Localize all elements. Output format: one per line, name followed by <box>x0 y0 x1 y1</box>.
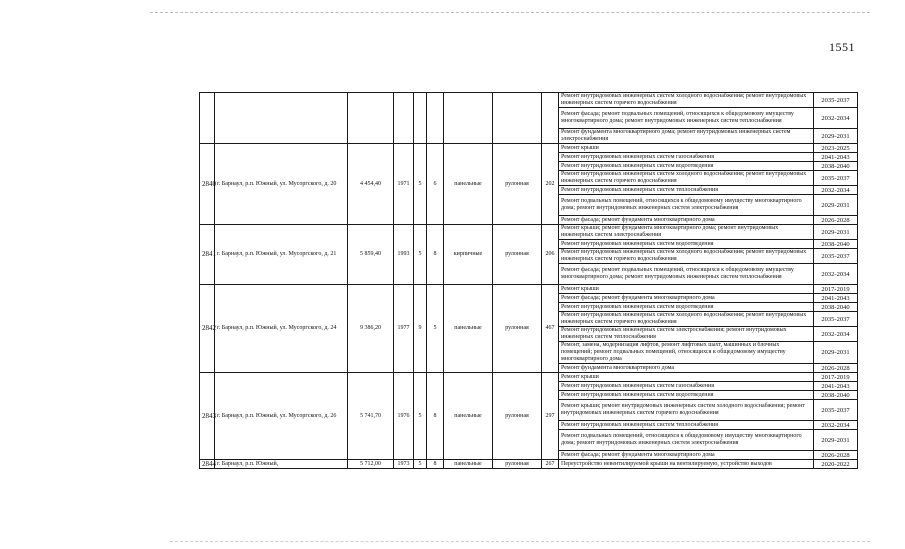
work-period: 2041-2043 <box>814 294 858 303</box>
continued-floors <box>414 93 427 144</box>
work-period: 2020-2022 <box>814 460 858 469</box>
building-address: г. Барнаул, р.п. Южный, ул. Мусоргского, д. 21 <box>215 225 348 285</box>
continued-area <box>348 93 394 144</box>
entrance-count: 8 <box>427 460 444 469</box>
work-description: Ремонт внутридомовых инженерных систем холодного водоснабжения; ремонт внутридомовых инженерных систем горячего водоснабжения <box>559 249 814 264</box>
work-description: Ремонт внутридомовых инженерных систем теплоснабжения <box>559 186 814 195</box>
building-area: 5 859,40 <box>348 225 394 285</box>
wall-material: панельные <box>444 460 493 469</box>
continued-roof <box>493 93 542 144</box>
build-year: 1977 <box>394 285 414 373</box>
work-period: 2038-2040 <box>814 240 858 249</box>
work-period: 2029-2031 <box>814 430 858 451</box>
wall-material: панельные <box>444 285 493 373</box>
work-period: 2029-2031 <box>814 225 858 240</box>
work-period: 2032-2034 <box>814 186 858 195</box>
work-period: 2029-2031 <box>814 342 858 364</box>
work-description: Ремонт внутридомовых инженерных систем газоснабжения <box>559 382 814 391</box>
build-year: 1993 <box>394 225 414 285</box>
work-description: Ремонт внутридомовых инженерных систем холодного водоснабжения; ремонт внутридомовых инженерных систем горячего водоснабжения <box>559 312 814 327</box>
work-description: Ремонт крыши; ремонт фундамента многоквартирного дома; ремонт внутридомовых инженерных систем электроснабжения <box>559 225 814 240</box>
work-description: Ремонт внутридомовых инженерных систем водоотведения <box>559 303 814 312</box>
work-period: 2035-2037 <box>814 93 858 108</box>
roof-type: рулонная <box>493 285 542 373</box>
wall-material: панельные <box>444 144 493 225</box>
housing-register-table <box>199 92 858 469</box>
building-area: 4 454,40 <box>348 144 394 225</box>
work-description: Ремонт фасада; ремонт фундамента многоквартирного дома <box>559 294 814 303</box>
building-address: г. Барнаул, р.п. Южный, ул. Мусоргского, д. 20 <box>215 144 348 225</box>
floor-count: 5 <box>414 373 427 460</box>
work-period: 2035-2037 <box>814 312 858 327</box>
building-area: 5 741,70 <box>348 373 394 460</box>
flat-count: 206 <box>542 225 559 285</box>
continued-flats <box>542 93 559 144</box>
work-description: Ремонт внутридомовых инженерных систем газоснабжения <box>559 153 814 162</box>
work-description: Ремонт крыши <box>559 373 814 382</box>
row-number: 2843 <box>200 373 215 460</box>
work-description: Ремонт внутридомовых инженерных систем электроснабжения; ремонт внутридомовых инженерных систем теплоснабжения <box>559 327 814 342</box>
work-period: 2029-2031 <box>814 129 858 144</box>
work-period: 2038-2040 <box>814 303 858 312</box>
work-description: Ремонт крыши; ремонт внутридомовых инженерных систем холодного водоснабжения; ремонт внутридомовых инженерных систем горячего водоснабжения <box>559 400 814 421</box>
work-period: 2026-2028 <box>814 364 858 373</box>
table-row <box>200 93 858 108</box>
floor-count: 5 <box>414 144 427 225</box>
building-address: г. Барнаул, р.п. Южный, ул. Мусоргского, д. 24 <box>215 285 348 373</box>
work-period: 2038-2040 <box>814 391 858 400</box>
work-description: Ремонт подвальных помещений, относящихся к общедомовому имуществу многоквартирного дома; ремонт внутридомовых инженерных систем электроснабжения <box>559 430 814 451</box>
table-row <box>200 144 858 153</box>
scan-edge-bottom <box>170 541 870 542</box>
continued-address <box>215 93 348 144</box>
continued-year <box>394 93 414 144</box>
work-description: Ремонт фундамента многоквартирного дома; ремонт внутридомовых инженерных систем электроснабжения <box>559 129 814 144</box>
building-area: 5 712,00 <box>348 460 394 469</box>
work-period: 2035-2037 <box>814 400 858 421</box>
build-year: 1971 <box>394 144 414 225</box>
row-number: 2841 <box>200 225 215 285</box>
building-area: 9 386,20 <box>348 285 394 373</box>
roof-type: рулонная <box>493 225 542 285</box>
continued-walls <box>444 93 493 144</box>
table-row <box>200 460 858 469</box>
flat-count: 202 <box>542 144 559 225</box>
floor-count: 5 <box>414 460 427 469</box>
work-description: Ремонт внутридомовых инженерных систем водоотведения <box>559 240 814 249</box>
work-period: 2032-2034 <box>814 421 858 430</box>
roof-type: рулонная <box>493 460 542 469</box>
flat-count: 467 <box>542 285 559 373</box>
entrance-count: 5 <box>427 285 444 373</box>
continued-entrances <box>427 93 444 144</box>
entrance-count: 6 <box>427 144 444 225</box>
work-period: 2032-2034 <box>814 264 858 285</box>
work-period: 2041-2043 <box>814 382 858 391</box>
work-description: Ремонт, замена, модернизация лифтов, ремонт лифтовых шахт, машинных и блочных помещений; ремонт подвальных помещений, относящихся к общедомовому имуществу многоквартирного дома <box>559 342 814 364</box>
building-address: г. Барнаул, р.п. Южный, ул. Мусоргского, д. 26 <box>215 373 348 460</box>
work-description: Ремонт крыши <box>559 144 814 153</box>
wall-material: кирпичные <box>444 225 493 285</box>
page-number: 1551 <box>829 40 855 54</box>
flat-count: 297 <box>542 373 559 460</box>
work-description: Ремонт крыши <box>559 285 814 294</box>
work-description: Ремонт фасада; ремонт подвальных помещений, относящихся к общедомовому имуществу многоквартирного дома; ремонт внутридомовых инженерных систем теплоснабжения <box>559 108 814 129</box>
work-description: Ремонт фундамента многоквартирного дома <box>559 364 814 373</box>
table-row <box>200 285 858 294</box>
work-period: 2035-2037 <box>814 249 858 264</box>
entrance-count: 8 <box>427 373 444 460</box>
work-period: 2023-2025 <box>814 144 858 153</box>
roof-type: рулонная <box>493 373 542 460</box>
work-description: Переустройство невентилируемой крыши на вентилируемую, устройство выходов <box>559 460 814 469</box>
work-period: 2026-2028 <box>814 451 858 460</box>
flat-count: 267 <box>542 460 559 469</box>
row-number: 2842 <box>200 285 215 373</box>
wall-material: панельные <box>444 373 493 460</box>
work-period: 2029-2031 <box>814 195 858 216</box>
floor-count: 9 <box>414 285 427 373</box>
work-period: 2041-2043 <box>814 153 858 162</box>
work-period: 2017-2019 <box>814 373 858 382</box>
work-description: Ремонт внутридомовых инженерных систем теплоснабжения <box>559 421 814 430</box>
scan-edge-top <box>150 12 870 13</box>
work-description: Ремонт фасада; ремонт подвальных помещений, относящихся к общедомовому имуществу многоквартирного дома; ремонт внутридомовых инженерных систем теплоснабжения <box>559 264 814 285</box>
work-period: 2032-2034 <box>814 108 858 129</box>
work-description: Ремонт внутридомовых инженерных систем холодного водоснабжения; ремонт внутридомовых инженерных систем горячего водоснабжения <box>559 93 814 108</box>
work-period: 2026-2028 <box>814 216 858 225</box>
continued-num <box>200 93 215 144</box>
table-row <box>200 225 858 240</box>
build-year: 1973 <box>394 460 414 469</box>
row-number: 2844 <box>200 460 215 469</box>
work-description: Ремонт внутридомовых инженерных систем водоотведения <box>559 391 814 400</box>
table-row <box>200 373 858 382</box>
floor-count: 5 <box>414 225 427 285</box>
work-description: Ремонт внутридомовых инженерных систем холодного водоснабжения; ремонт внутридомовых инженерных систем горячего водоснабжения <box>559 171 814 186</box>
work-description: Ремонт фасада; ремонт фундамента многоквартирного дома <box>559 216 814 225</box>
work-period: 2035-2037 <box>814 171 858 186</box>
build-year: 1976 <box>394 373 414 460</box>
work-description: Ремонт подвальных помещений, относящихся к общедомовому имуществу многоквартирного дома; ремонт внутридомовых инженерных систем электроснабжения <box>559 195 814 216</box>
work-period: 2032-2034 <box>814 327 858 342</box>
work-period: 2038-2040 <box>814 162 858 171</box>
entrance-count: 8 <box>427 225 444 285</box>
work-description: Ремонт фасада; ремонт фундамента многоквартирного дома <box>559 451 814 460</box>
work-description: Ремонт внутридомовых инженерных систем водоотведения <box>559 162 814 171</box>
building-address: г. Барнаул, р.п. Южный, <box>215 460 348 469</box>
roof-type: рулонная <box>493 144 542 225</box>
work-period: 2017-2019 <box>814 285 858 294</box>
row-number: 2840 <box>200 144 215 225</box>
